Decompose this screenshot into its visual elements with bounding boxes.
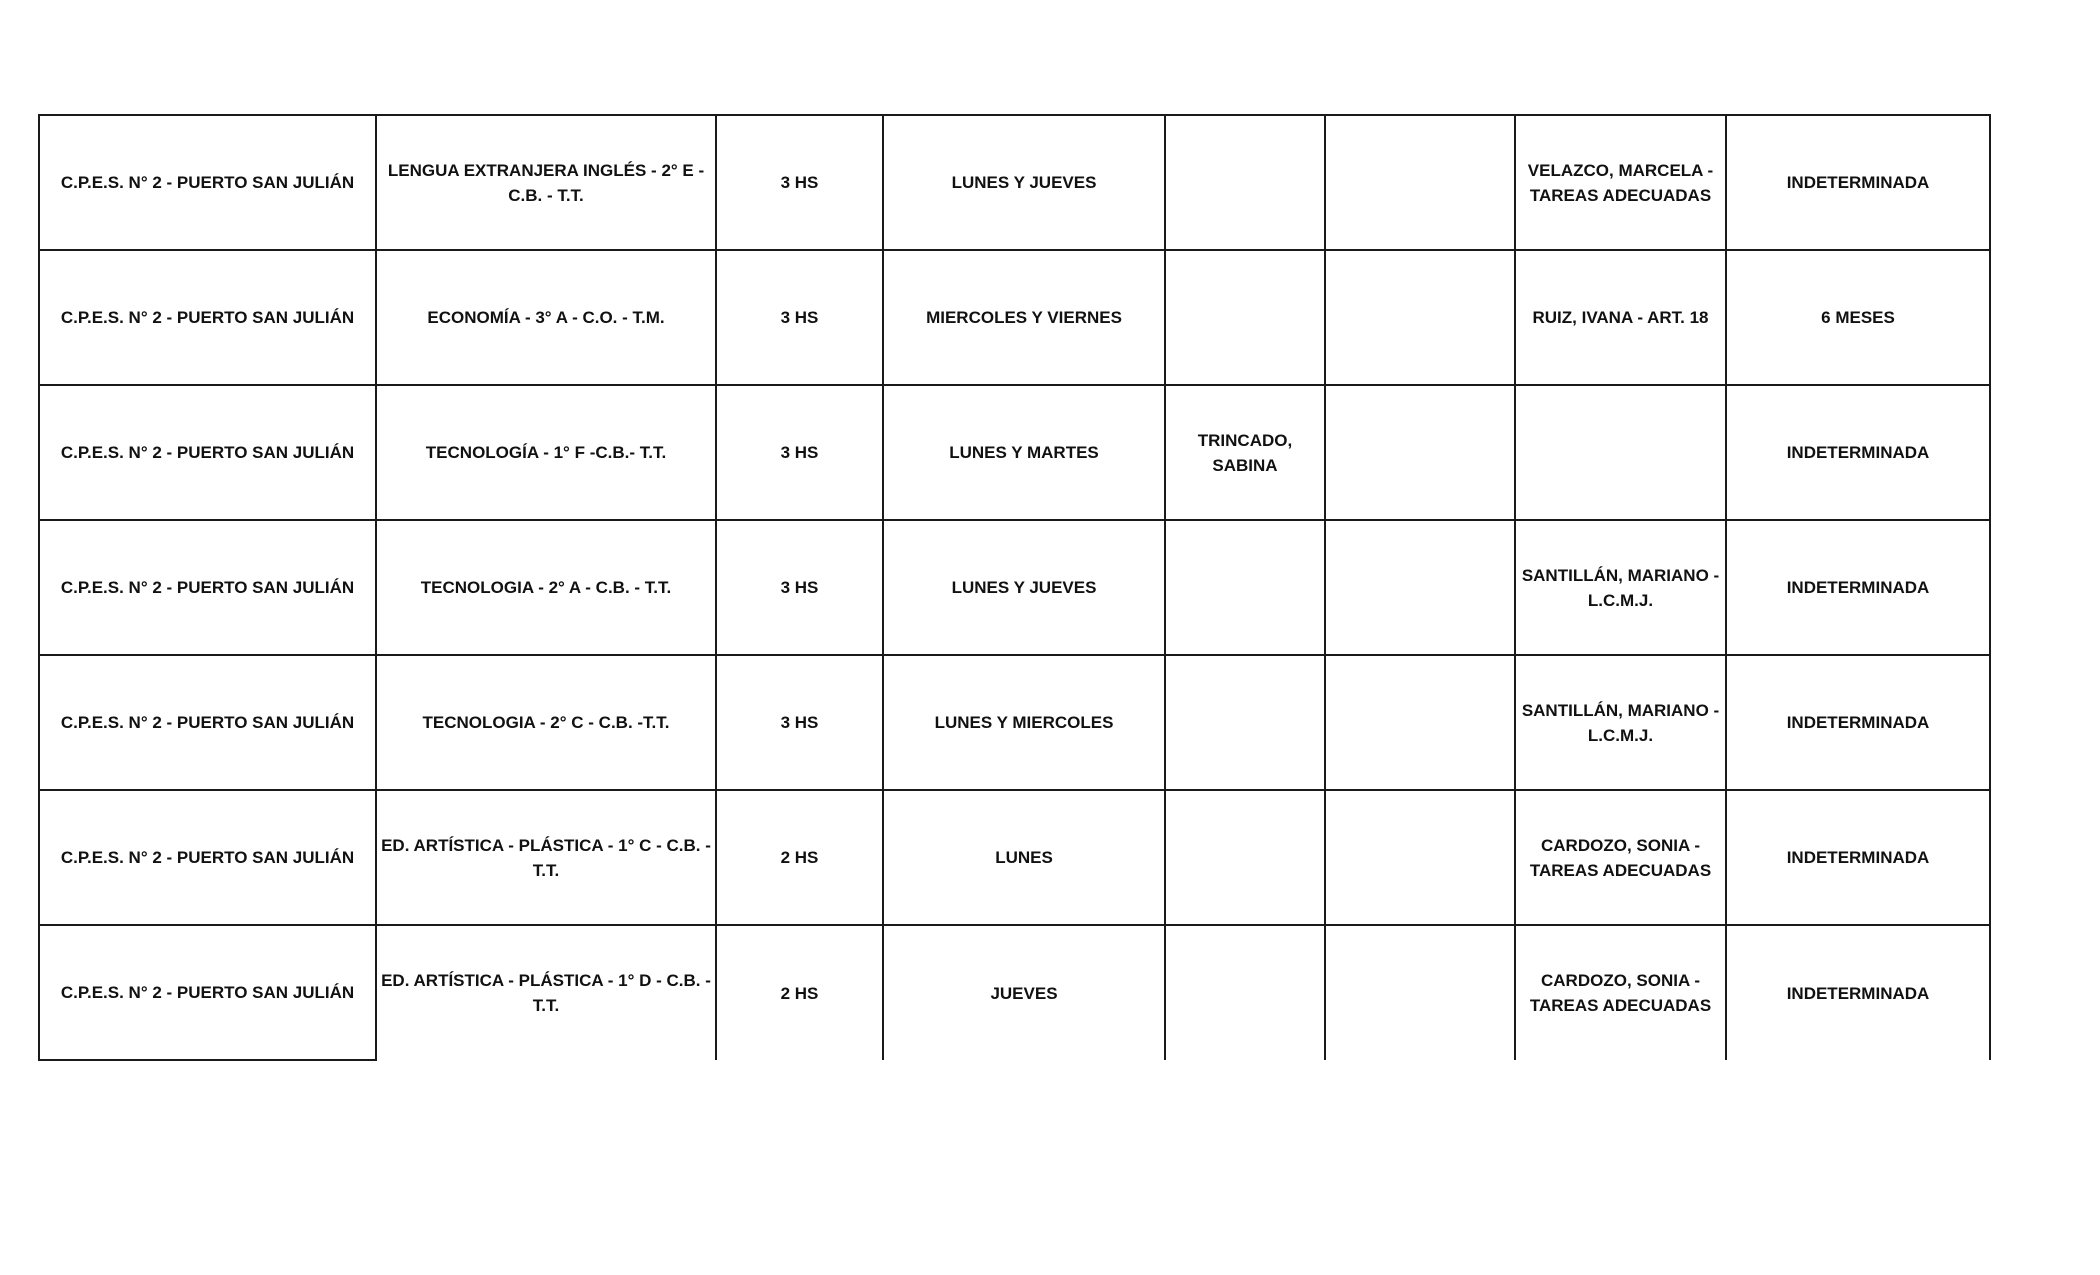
duration-cell: INDETERMINADA (1726, 520, 1990, 655)
subject-cell: ED. ARTÍSTICA - PLÁSTICA - 1° D - C.B. - T.T. (376, 925, 716, 1060)
assigned-cell (1165, 115, 1325, 250)
table-row (39, 925, 1990, 1060)
hours-cell: 2 HS (716, 925, 883, 1060)
school-cell: C.P.E.S. N° 2 - PUERTO SAN JULIÁN (39, 925, 376, 1060)
replaced-teacher-cell: VELAZCO, MARCELA - TAREAS ADECUADAS (1515, 115, 1726, 250)
duration-cell: 6 MESES (1726, 250, 1990, 385)
empty-cell (1325, 385, 1515, 520)
table-row (39, 385, 1990, 520)
subject-cell: LENGUA EXTRANJERA INGLÉS - 2° E - C.B. - T.T. (376, 115, 716, 250)
hours-cell: 3 HS (716, 655, 883, 790)
hours-cell: 3 HS (716, 115, 883, 250)
days-cell: MIERCOLES Y VIERNES (883, 250, 1165, 385)
school-cell: C.P.E.S. N° 2 - PUERTO SAN JULIÁN (39, 250, 376, 385)
duration-cell: INDETERMINADA (1726, 790, 1990, 925)
replaced-teacher-cell: CARDOZO, SONIA - TAREAS ADECUADAS (1515, 790, 1726, 925)
table-row (39, 520, 1990, 655)
hours-cell: 3 HS (716, 520, 883, 655)
table-row (39, 250, 1990, 385)
assigned-cell (1165, 925, 1325, 1060)
school-cell: C.P.E.S. N° 2 - PUERTO SAN JULIÁN (39, 790, 376, 925)
subject-cell: TECNOLOGIA - 2° A - C.B. - T.T. (376, 520, 716, 655)
school-cell: C.P.E.S. N° 2 - PUERTO SAN JULIÁN (39, 655, 376, 790)
hours-cell: 3 HS (716, 385, 883, 520)
empty-cell (1325, 925, 1515, 1060)
days-cell: JUEVES (883, 925, 1165, 1060)
empty-cell (1325, 655, 1515, 790)
days-cell: LUNES Y MIERCOLES (883, 655, 1165, 790)
vacancies-table (38, 114, 1991, 1061)
duration-cell: INDETERMINADA (1726, 655, 1990, 790)
school-cell: C.P.E.S. N° 2 - PUERTO SAN JULIÁN (39, 115, 376, 250)
hours-cell: 2 HS (716, 790, 883, 925)
subject-cell: TECNOLOGÍA - 1° F -C.B.- T.T. (376, 385, 716, 520)
subject-cell: TECNOLOGIA - 2° C - C.B. -T.T. (376, 655, 716, 790)
days-cell: LUNES Y MARTES (883, 385, 1165, 520)
days-cell: LUNES (883, 790, 1165, 925)
school-cell: C.P.E.S. N° 2 - PUERTO SAN JULIÁN (39, 385, 376, 520)
duration-cell: INDETERMINADA (1726, 925, 1990, 1060)
subject-cell: ED. ARTÍSTICA - PLÁSTICA - 1° C - C.B. - T.T. (376, 790, 716, 925)
table-row (39, 655, 1990, 790)
days-cell: LUNES Y JUEVES (883, 520, 1165, 655)
assigned-cell (1165, 655, 1325, 790)
duration-cell: INDETERMINADA (1726, 115, 1990, 250)
days-cell: LUNES Y JUEVES (883, 115, 1165, 250)
duration-cell: INDETERMINADA (1726, 385, 1990, 520)
replaced-teacher-cell: RUIZ, IVANA - ART. 18 (1515, 250, 1726, 385)
replaced-teacher-cell: SANTILLÁN, MARIANO - L.C.M.J. (1515, 655, 1726, 790)
empty-cell (1325, 115, 1515, 250)
empty-cell (1325, 790, 1515, 925)
replaced-teacher-cell (1515, 385, 1726, 520)
assigned-cell (1165, 520, 1325, 655)
table-row (39, 115, 1990, 250)
subject-cell: ECONOMÍA - 3° A - C.O. - T.M. (376, 250, 716, 385)
replaced-teacher-cell: SANTILLÁN, MARIANO - L.C.M.J. (1515, 520, 1726, 655)
assigned-cell (1165, 790, 1325, 925)
replaced-teacher-cell: CARDOZO, SONIA - TAREAS ADECUADAS (1515, 925, 1726, 1060)
hours-cell: 3 HS (716, 250, 883, 385)
assigned-cell: TRINCADO, SABINA (1165, 385, 1325, 520)
assigned-cell (1165, 250, 1325, 385)
table-row (39, 790, 1990, 925)
empty-cell (1325, 520, 1515, 655)
school-cell: C.P.E.S. N° 2 - PUERTO SAN JULIÁN (39, 520, 376, 655)
empty-cell (1325, 250, 1515, 385)
